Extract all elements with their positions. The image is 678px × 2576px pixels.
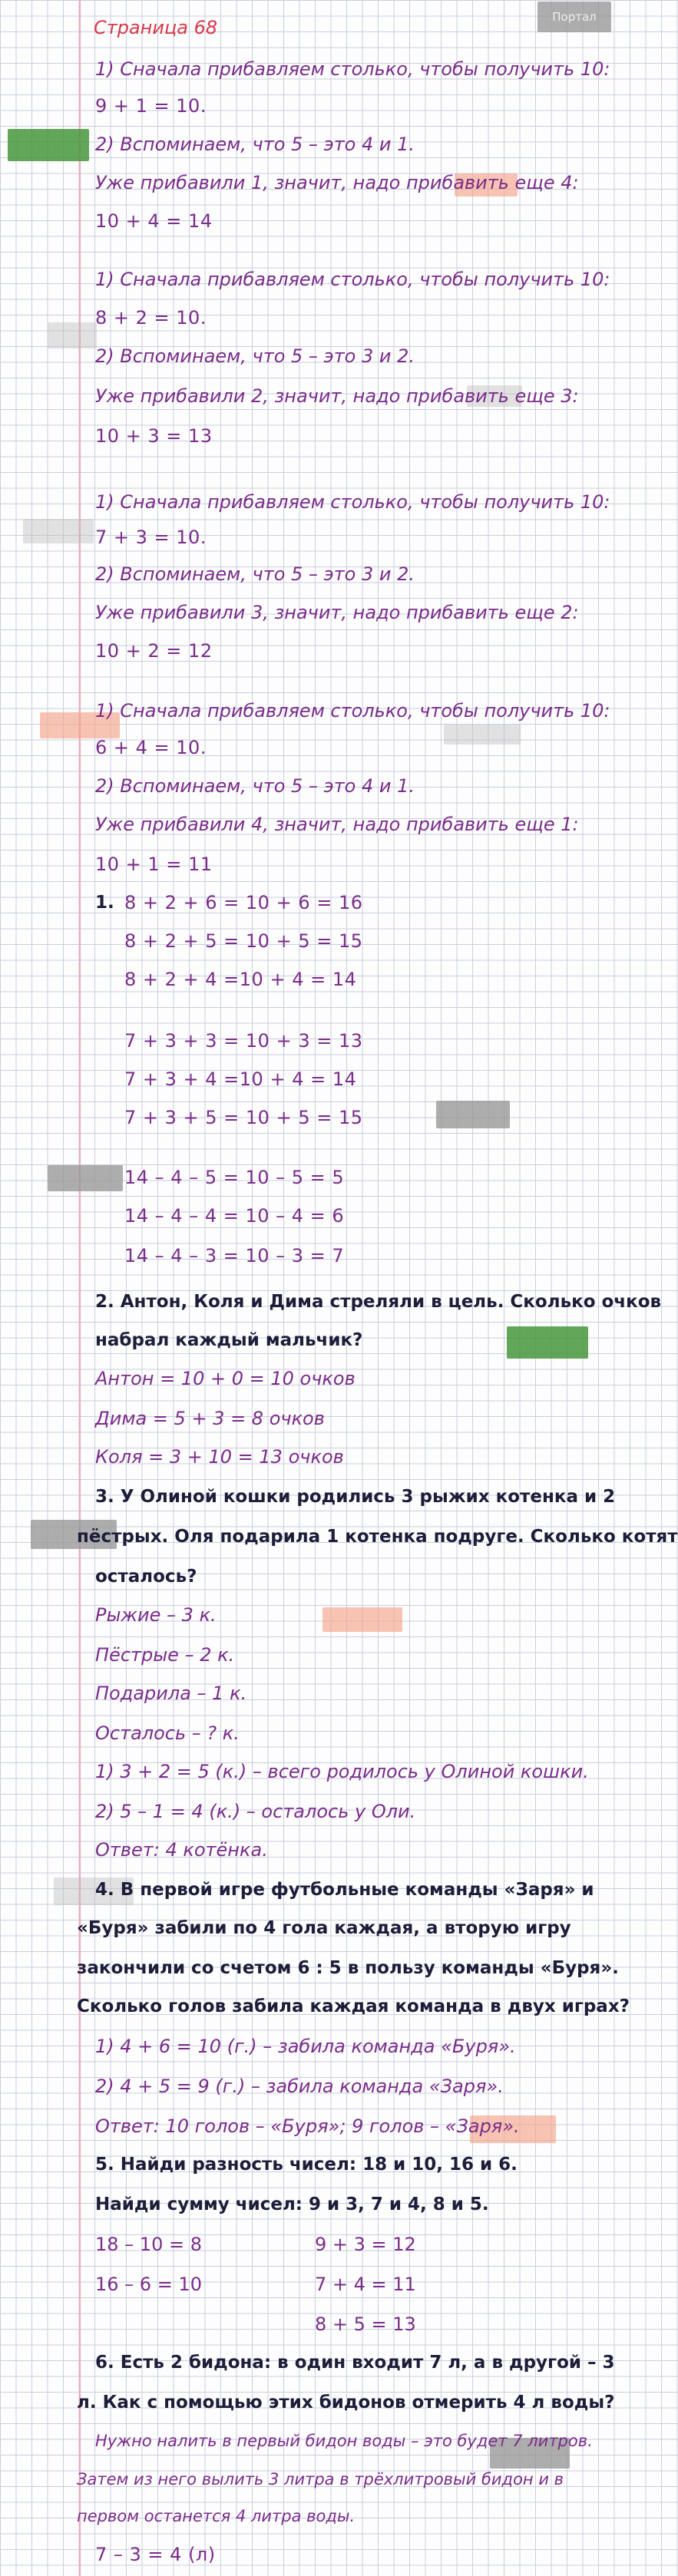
b1-line-1: 1) Сначала прибавляем столько, чтобы получить 10: xyxy=(95,58,610,80)
task3-question-2: пёстрых. Оля подарила 1 котенка подруге. Сколько котят xyxy=(77,1527,678,1547)
b1-line-2: 9 + 1 = 10. xyxy=(95,95,207,117)
task1-expr-2: 8 + 2 + 5 = 10 + 5 = 15 xyxy=(124,930,363,952)
task6-answer-1: Нужно налить в первый бидон воды – это будет 7 литров. xyxy=(95,2432,593,2450)
task1-expr-8: 14 – 4 – 4 = 10 – 4 = 6 xyxy=(124,1205,345,1227)
task3-condition-2: Пёстрые – 2 к. xyxy=(95,1644,235,1666)
task1-expr-6: 7 + 3 + 5 = 10 + 5 = 15 xyxy=(124,1107,363,1128)
watermark-gray-1 xyxy=(436,1101,510,1128)
b2-line-5: 10 + 3 = 13 xyxy=(95,425,213,447)
task5-left-2: 16 – 6 = 10 xyxy=(95,2274,202,2295)
watermark-pale-1 xyxy=(48,322,97,348)
b3-line-5: 10 + 2 = 12 xyxy=(95,640,213,662)
task4-question-1: 4. В первой игре футбольные команды «Заря» и xyxy=(95,1880,594,1900)
task4-step-2: 2) 4 + 5 = 9 (г.) – забила команда «Заря». xyxy=(95,2076,504,2097)
task2-question-2: набрал каждый мальчик? xyxy=(95,1330,363,1350)
b3-line-3: 2) Вспоминаем, что 5 – это 3 и 2. xyxy=(95,563,415,585)
task3-answer: Ответ: 4 котёнка. xyxy=(95,1839,268,1861)
task5-right-3: 8 + 5 = 13 xyxy=(315,2313,416,2335)
task4-question-2: «Буря» забили по 4 гола каждая, а вторую игру xyxy=(77,1918,571,1938)
task2-answer-2: Дима = 5 + 3 = 8 очков xyxy=(95,1408,325,1429)
task2-question-1: 2. Антон, Коля и Дима стреляли в цель. Сколько очков xyxy=(95,1292,662,1312)
task3-condition-3: Подарила – 1 к. xyxy=(95,1683,247,1704)
watermark-gray-2 xyxy=(48,1165,123,1191)
page-title: Страница 68 xyxy=(94,17,218,38)
b3-line-2: 7 + 3 = 10. xyxy=(95,527,207,548)
task3-condition-4: Осталось – ? к. xyxy=(95,1722,240,1744)
b1-line-5: 10 + 4 = 14 xyxy=(95,210,213,232)
watermark-green-2 xyxy=(507,1326,588,1359)
b1-line-4: Уже прибавили 1, значит, надо прибавить еще 4: xyxy=(95,172,579,193)
site-logo-text: Портал xyxy=(552,10,597,24)
notebook-margin-line xyxy=(79,0,81,2576)
task5-right-2: 7 + 4 = 11 xyxy=(315,2274,416,2295)
task1-expr-7: 14 – 4 – 5 = 10 – 5 = 5 xyxy=(124,1167,345,1188)
task5-question-1: 5. Найди разность чисел: 18 и 10, 16 и 6. xyxy=(95,2155,518,2175)
task6-question-1: 6. Есть 2 бидона: в один входит 7 л, а в другой – 3 xyxy=(95,2353,615,2373)
task6-answer-3: первом останется 4 литра воды. xyxy=(77,2507,356,2525)
task5-left-1: 18 – 10 = 8 xyxy=(95,2234,202,2255)
task6-answer-4: 7 – 3 = 4 (л) xyxy=(95,2544,216,2565)
task5-right-1: 9 + 3 = 12 xyxy=(315,2234,416,2255)
task3-question-3: осталось? xyxy=(95,1567,197,1587)
task1-number: 1. xyxy=(95,893,114,913)
task5-question-2: Найди сумму чисел: 9 и 3, 7 и 4, 8 и 5. xyxy=(95,2195,489,2214)
task3-step-2: 2) 5 – 1 = 4 (к.) – осталось у Оли. xyxy=(95,1801,416,1822)
site-logo xyxy=(537,2,611,32)
task6-answer-2: Затем из него вылить 3 литра в трёхлитровый бидон и в xyxy=(77,2470,564,2488)
task1-expr-9: 14 – 4 – 3 = 10 – 3 = 7 xyxy=(124,1245,345,1267)
b2-line-3: 2) Вспоминаем, что 5 – это 3 и 2. xyxy=(95,345,415,367)
b4-line-2: 6 + 4 = 10. xyxy=(95,737,207,758)
b1-line-3: 2) Вспоминаем, что 5 – это 4 и 1. xyxy=(95,134,415,155)
task1-expr-5: 7 + 3 + 4 =10 + 4 = 14 xyxy=(124,1068,357,1090)
task4-question-4: Сколько голов забила каждая команда в двух играх? xyxy=(77,1996,630,2016)
task4-question-3: закончили со счетом 6 : 5 в пользу команды «Буря». xyxy=(77,1958,619,1978)
b3-line-4: Уже прибавили 3, значит, надо прибавить еще 2: xyxy=(95,602,579,623)
task1-expr-1: 8 + 2 + 6 = 10 + 6 = 16 xyxy=(124,892,363,913)
b2-line-2: 8 + 2 = 10. xyxy=(95,307,207,329)
watermark-green-1 xyxy=(8,129,89,161)
task1-expr-3: 8 + 2 + 4 =10 + 4 = 14 xyxy=(124,969,357,990)
b4-line-5: 10 + 1 = 11 xyxy=(95,854,213,875)
b3-line-1: 1) Сначала прибавляем столько, чтобы получить 10: xyxy=(95,491,610,513)
watermark-pale-4 xyxy=(444,725,521,745)
b2-line-1: 1) Сначала прибавляем столько, чтобы получить 10: xyxy=(95,269,610,290)
task4-step-1: 1) 4 + 6 = 10 (г.) – забила команда «Буря». xyxy=(95,2036,516,2057)
task4-answer: Ответ: 10 голов – «Буря»; 9 голов – «Заря». xyxy=(95,2115,520,2137)
task2-answer-1: Антон = 10 + 0 = 10 очков xyxy=(95,1368,356,1389)
task1-expr-4: 7 + 3 + 3 = 10 + 3 = 13 xyxy=(124,1030,363,1052)
b4-line-1: 1) Сначала прибавляем столько, чтобы получить 10: xyxy=(95,700,610,722)
task3-condition-1: Рыжие – 3 к. xyxy=(95,1604,217,1626)
task3-question-1: 3. У Олиной кошки родились 3 рыжих котенка и 2 xyxy=(95,1487,616,1507)
b4-line-3: 2) Вспоминаем, что 5 – это 4 и 1. xyxy=(95,775,415,797)
task6-question-2: л. Как с помощью этих бидонов отмерить 4 л воды? xyxy=(77,2393,615,2413)
watermark-peach-3 xyxy=(322,1607,402,1632)
task3-step-1: 1) 3 + 2 = 5 (к.) – всего родилось у Олиной кошки. xyxy=(95,1761,589,1782)
b2-line-4: Уже прибавили 2, значит, надо прибавить еще 3: xyxy=(95,385,579,407)
task2-answer-3: Коля = 3 + 10 = 13 очков xyxy=(95,1446,344,1468)
watermark-pale-3 xyxy=(23,519,94,543)
b4-line-4: Уже прибавили 4, значит, надо прибавить еще 1: xyxy=(95,814,579,835)
